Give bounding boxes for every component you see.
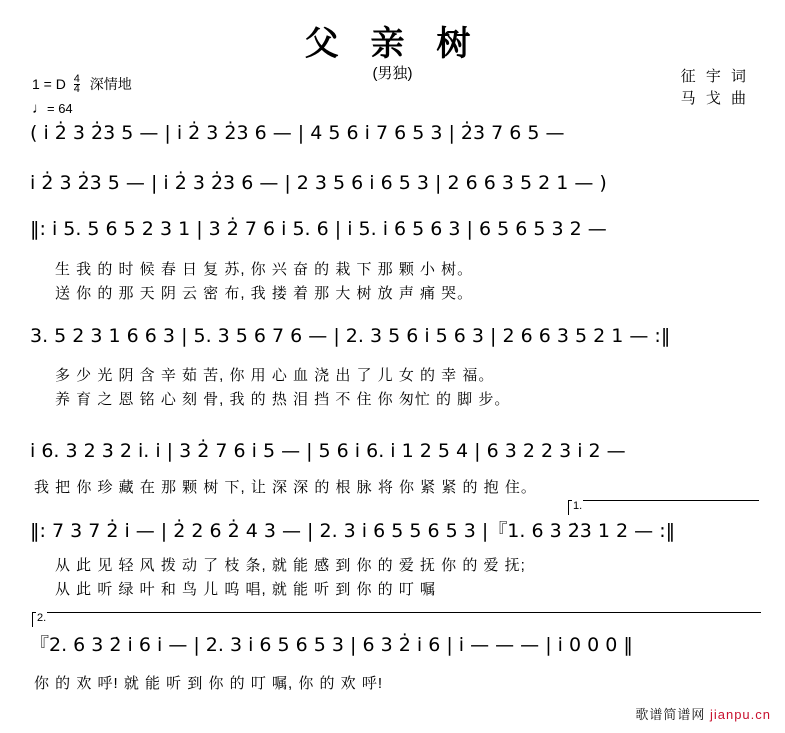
mood-marking: 深情地 [89,76,132,92]
quarter-note-icon: ♩ [32,100,47,117]
credits [681,66,749,110]
lyric-line-2-verse-2: 养 育 之 恩 铭 心 刻 骨, 我 的 热 泪 挡 不 住 你 匆忙 的 脚 步。 [55,391,511,408]
tempo-value: = 64 [47,101,73,116]
key-signature-block [32,74,132,94]
watermark-text: 歌谱简谱网 [635,707,706,722]
staff-line-5: i 6. 3 2 3 2 i. i | 3 2̇ 7 6 i 5 — | 5 6 i 6. i 1 2 5 4 | 6 3 2 2 3 i 2 — [30,440,626,462]
key-label: 1 = D [32,76,66,92]
staff-line-2: i 2̇ 3 2̇3 5 — | i 2̇ 3 2̇3 6 — | 2 3 5 6 i 6 5 3 | 2 6 6 3 5 2 1 — ) [30,172,607,194]
watermark [635,704,771,723]
lyricist: 征 宇 词 [680,68,749,85]
watermark-domain: jianpu.cn [709,707,771,722]
lyric-line-5-verse-1: 你 的 欢 呼! 就 能 听 到 你 的 叮 嘱, 你 的 欢 呼! [34,675,384,692]
volta-number-1: 1. [573,500,583,512]
lyric-line-2-verse-1: 多 少 光 阴 含 辛 茹 苦, 你 用 心 血 浇 出 了 儿 女 的 幸 福。 [55,367,495,384]
staff-line-1: ( i 2̇ 3 2̇3 5 — | i 2̇ 3 2̇3 6 — | 4 5 6 i 7 6 5 3 | 2̇3 7 6 5 — [30,122,565,144]
page-title: 父 亲 树 [304,24,481,64]
lyric-line-4-verse-1: 从 此 见 轻 风 拨 动 了 枝 条, 就 能 感 到 你 的 爱 抚 你 的 爱 抚; [55,557,526,574]
composer: 马 戈 曲 [680,90,749,107]
time-signature-numerator: 4 [73,72,80,85]
lyric-line-3-verse-1: 我 把 你 珍 藏 在 那 颗 树 下, 让 深 深 的 根 脉 将 你 紧 紧 的 抱 住。 [34,479,537,496]
staff-line-3: ‖: i 5. 5 6 5 2 3 1 | 3 2̇ 7 6 i 5. 6 | i 5. i 6 5 6 3 | 6 5 6 5 3 2 — [30,218,607,240]
lyric-line-1-verse-1: 生 我 的 时 候 春 日 复 苏, 你 兴 奋 的 栽 下 那 颗 小 树。 [55,261,474,278]
subtitle: (男独) [372,65,413,82]
lyric-line-4-verse-2: 从 此 听 绿 叶 和 鸟 儿 呜 唱, 就 能 听 到 你 的 叮 嘱 [55,581,437,598]
staff-line-7: 『2. 6 3 2̇ i 6 i — | 2. 3 i 6 5 6 5 3 | 6 3 2̇ i 6 | i — — — | i 0 0 0 ‖ [30,634,633,656]
volta-bracket-1 [568,500,759,515]
staff-line-6: ‖: 7 3 7 2̇ i — | 2̇ 2 6 2̇ 4 3 — | 2. 3 i 6 5 5 6 5 3 |『1. 6 3 2̇3 1 2 — :‖ [30,520,676,542]
volta-bracket-2 [32,612,761,627]
staff-line-4: 3. 5 2 3 1 6 6 3 | 5. 3 5 6 7 6 — | 2. 3 5 6 i 5 6 3 | 2 6 6 3 5 2 1 — :‖ [30,325,671,347]
tempo-marking [32,100,73,117]
volta-number-2: 2. [37,612,47,624]
time-signature-denominator: 4 [73,82,80,95]
lyric-line-1-verse-2: 送 你 的 那 天 阴 云 密 布, 我 搂 着 那 大 树 放 声 痛 哭。 [55,285,474,302]
time-signature [73,72,80,95]
